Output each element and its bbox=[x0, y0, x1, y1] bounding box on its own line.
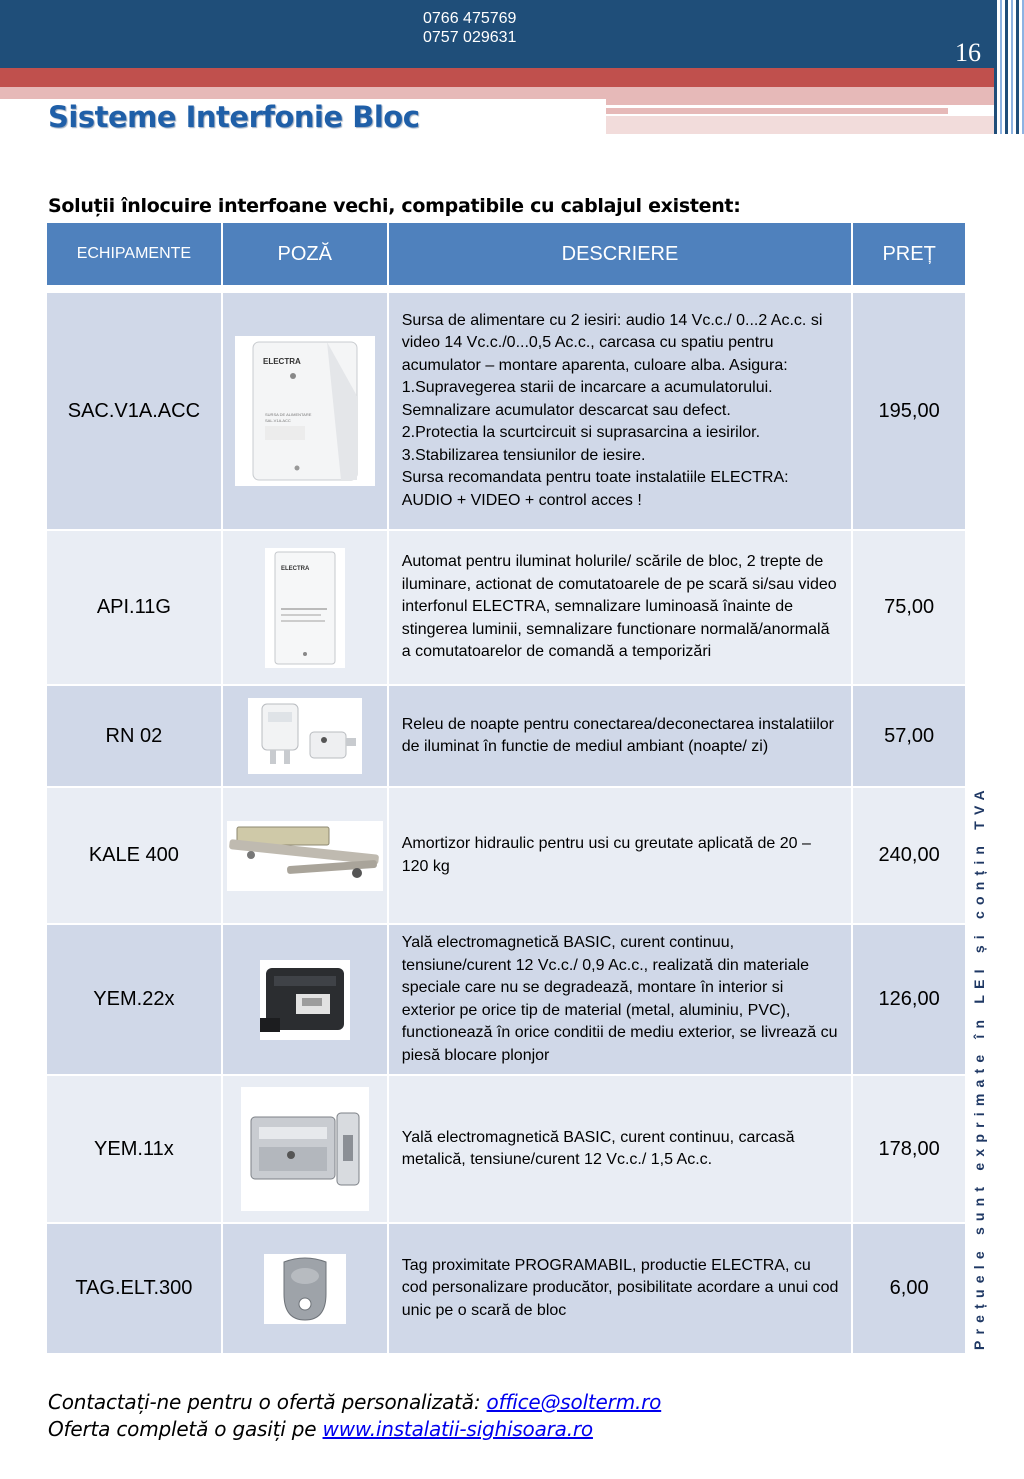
product-price: 195,00 bbox=[852, 292, 966, 530]
vat-note: Prețuele sunt exprimate în LEI și conțin TVA bbox=[971, 784, 987, 1350]
power-supply-label: SURSA DE ALIMENTARE bbox=[264, 412, 312, 417]
header-pink-line bbox=[606, 108, 948, 114]
product-description: Tag proximitate PROGRAMABIL, productie ELECTRA, cu cod personalizare producător, posibilitate acordare a unui cod unic pe o scară de bloc bbox=[388, 1223, 853, 1354]
power-supply-brand: ELECTRA bbox=[262, 357, 301, 366]
product-photo-cell bbox=[222, 685, 388, 787]
product-photo-cell bbox=[222, 924, 388, 1075]
product-code: YEM.22x bbox=[46, 924, 222, 1075]
phone-1[interactable]: 0766 475769 bbox=[423, 10, 517, 27]
footer-contact-text: Contactați-ne pentru o ofertă personalizată: bbox=[48, 1390, 487, 1414]
column-header-price: PREȚ bbox=[852, 222, 966, 286]
product-price: 240,00 bbox=[852, 787, 966, 924]
column-header-photo: POZĂ bbox=[222, 222, 388, 286]
product-code: TAG.ELT.300 bbox=[46, 1223, 222, 1354]
proximity-tag-image bbox=[264, 1254, 346, 1324]
footer-contact-line bbox=[48, 1389, 661, 1416]
section-subtitle: Soluții înlocuire interfoane vechi, compatibile cu cablajul existent: bbox=[48, 195, 741, 217]
product-description: Amortizor hidraulic pentru usi cu greutate aplicată de 20 – 120 kg bbox=[388, 787, 853, 924]
product-code: RN 02 bbox=[46, 685, 222, 787]
table-header-row bbox=[46, 222, 966, 286]
product-price: 75,00 bbox=[852, 530, 966, 685]
footer-website-line bbox=[48, 1416, 661, 1443]
table-row bbox=[46, 292, 966, 530]
product-photo-cell bbox=[222, 292, 388, 530]
product-photo-cell bbox=[222, 1075, 388, 1223]
table-row bbox=[46, 787, 966, 924]
product-description: Yală electromagnetică BASIC, curent continuu, carcasă metalică, tensiune/curent 12 Vc.c./ 1,5 Ac.c. bbox=[388, 1075, 853, 1223]
product-photo-cell bbox=[222, 787, 388, 924]
product-photo-cell bbox=[222, 530, 388, 685]
product-code: SAC.V1A.ACC bbox=[46, 292, 222, 530]
product-price: 57,00 bbox=[852, 685, 966, 787]
timer-brand: ELECTRA bbox=[280, 565, 310, 572]
product-code: YEM.11x bbox=[46, 1075, 222, 1223]
phone-2[interactable]: 0757 029631 bbox=[423, 29, 517, 46]
product-price: 178,00 bbox=[852, 1075, 966, 1223]
product-code: API.11G bbox=[46, 530, 222, 685]
product-description: Automat pentru iluminat holurile/ scările de bloc, 2 trepte de iluminare, actionat de comutatoarele de pe scară si/sau video interfonul ELECTRA, semnalizare luminoasă înainte de stingerea luminii, semnalizare functionare normală/anormală a comutatoarelor de comandă a temporizări bbox=[388, 530, 853, 685]
door-closer-image bbox=[227, 821, 383, 891]
product-code: KALE 400 bbox=[46, 787, 222, 924]
phone-numbers bbox=[423, 9, 516, 47]
product-price: 6,00 bbox=[852, 1223, 966, 1354]
product-price: 126,00 bbox=[852, 924, 966, 1075]
power-supply-image bbox=[235, 336, 375, 486]
column-header-equipment: ECHIPAMENTE bbox=[46, 222, 222, 286]
electromagnetic-lock-metal-image bbox=[241, 1087, 369, 1211]
email-link[interactable]: office@solterm.ro bbox=[486, 1390, 662, 1414]
footer bbox=[48, 1389, 661, 1443]
header-pink-block bbox=[606, 116, 996, 134]
price-table bbox=[45, 221, 967, 1355]
table-row bbox=[46, 1223, 966, 1354]
header-pink-band-right bbox=[606, 87, 996, 105]
stair-light-timer-image bbox=[265, 548, 345, 668]
column-header-description: DESCRIERE bbox=[388, 222, 853, 286]
page-title: Sisteme Interfonie Bloc bbox=[48, 100, 420, 134]
table-row bbox=[46, 530, 966, 685]
product-description: Sursa de alimentare cu 2 iesiri: audio 14 Vc.c./ 0...2 Ac.c. si video 14 Vc.c./0...0,5 Ac.c., carcasa cu spatiu pentru acumulator – montare aparenta, culoare alba. Asigura: 1.Supravegerea starii de incarcare a acumulatorului. Semnalizare acumulator descarcat sau defect. 2.Protectia la scurtcircuit si suprasarcina a iesirilor. 3.Stabilizarea tensiunilor de iesire. Sursa recomandata pentru toate instalatiile ELECTRA: AUDIO + VIDEO + control acces ! bbox=[388, 292, 853, 530]
table-row bbox=[46, 924, 966, 1075]
page-number: 16 bbox=[955, 38, 981, 67]
night-relay-image bbox=[248, 698, 362, 774]
electromagnetic-lock-black-image bbox=[260, 960, 350, 1040]
product-description: Yală electromagnetică BASIC, curent continuu, tensiune/curent 12 Vc.c./ 0,9 Ac.c., realizată din materiale speciale care nu se degradează, montare în interior si exterior pe orice tip de material (metal, aluminiu, PVC), functionează în orice conditii de mediu exterior, se livrează cu piesă blocare plonjor bbox=[388, 924, 853, 1075]
power-supply-model: SAL.V1A.ACC bbox=[264, 418, 291, 423]
website-link[interactable]: www.instalatii-sighisoara.ro bbox=[322, 1417, 593, 1441]
header-red-band bbox=[0, 68, 1000, 87]
header-pink-band bbox=[0, 87, 606, 99]
table-row bbox=[46, 685, 966, 787]
table-row bbox=[46, 1075, 966, 1223]
header-vertical-stripes bbox=[994, 0, 1024, 134]
footer-website-text: Oferta completă o gasiți pe bbox=[48, 1417, 323, 1441]
product-description: Releu de noapte pentru conectarea/deconectarea instalatiilor de iluminat în functie de mediul ambiant (noapte/ zi) bbox=[388, 685, 853, 787]
product-photo-cell bbox=[222, 1223, 388, 1354]
